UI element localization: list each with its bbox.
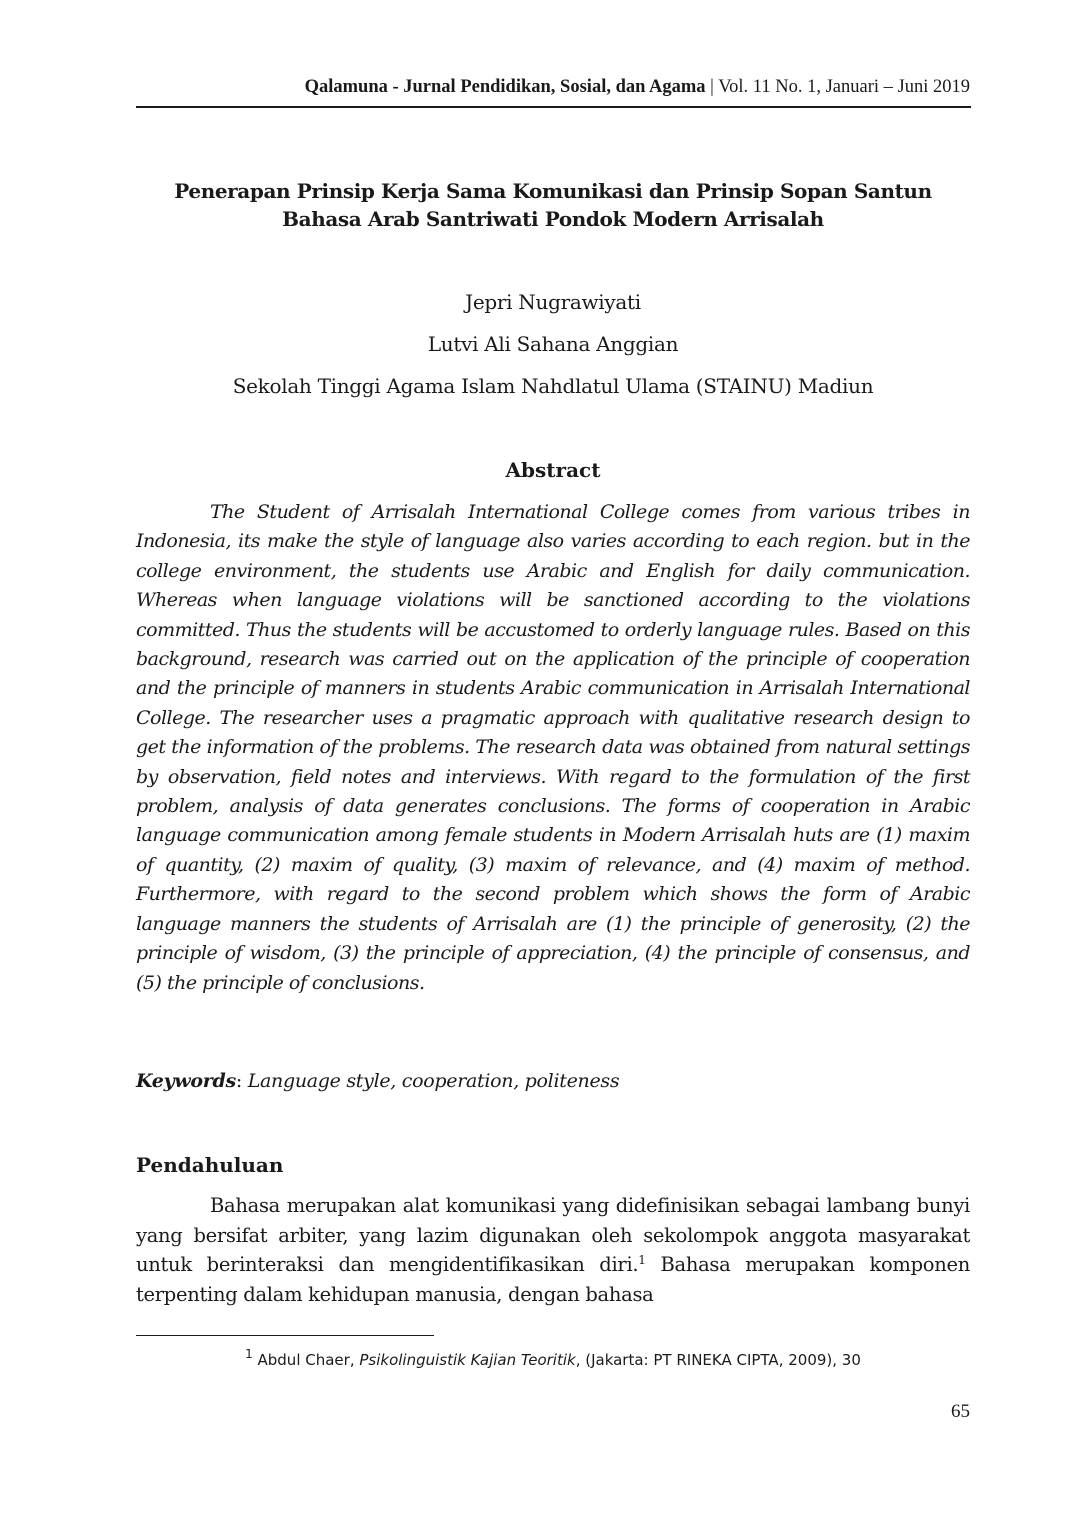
- abstract-heading: Abstract: [505, 458, 601, 482]
- keywords-values: Language style, cooperation, politeness: [247, 1070, 620, 1092]
- intro-text-part-2: Bahasa merupakan komponen terpenting dalam kehidupan manusia, dengan bahasa: [136, 1253, 970, 1306]
- section-heading-pendahuluan: Pendahuluan: [136, 1153, 284, 1177]
- keywords-separator: :: [235, 1070, 248, 1092]
- abstract-text: The Student of Arrisalah International College comes from various tribes in Indonesia, its make the style of language also varies according to each region. but in the college environment, the students use Arabic and English for daily communication. Whereas when language violations will be sanctioned according to the violations committed. Thus the students will be accustomed to orderly language rules. Based on this background, research was carried out on the application of the principle of cooperation and the principle of manners in students Arabic communication in Arrisalah International College. The researcher uses a pragmatic approach with qualitative research design to get the information of the problems. The research data was obtained from natural settings by observation, field notes and interviews. With regard to the formulation of the first problem, analysis of data generates conclusions. The forms of cooperation in Arabic language communication among female students in Modern Arrisalah huts are (1) maxim of quantity, (2) maxim of quality, (3) maxim of relevance, and (4) maxim of method. Furthermore, with regard to the second problem which shows the form of Arabic language manners the students of Arrisalah are (1) the principle of generosity, (2) the principle of wisdom, (3) the principle of appreciation, (4) the principle of consensus, and (5) the principle of conclusions.: [136, 501, 970, 994]
- author-1: Jepri Nugrawiyati: [465, 290, 641, 314]
- volume-info: Vol. 11 No. 1, Januari – Juni 2019: [718, 77, 970, 97]
- footnote-number: 1: [245, 1347, 253, 1361]
- intro-text-part-1: Bahasa merupakan alat komunikasi yang didefinisikan sebagai lambang bunyi yang bersifat arbiter, yang lazim digunakan oleh sekolompok anggota masyarakat untuk berinteraksi dan mengidentifikasikan diri.: [136, 1194, 970, 1276]
- title-line-2: Bahasa Arab Santriwati Pondok Modern Arrisalah: [282, 207, 824, 231]
- article-title: [136, 177, 970, 233]
- journal-name: Qalamuna - Jurnal Pendidikan, Sosial, dan Agama: [304, 77, 706, 97]
- footnote-reference[interactable]: 1: [638, 1253, 646, 1267]
- header-separator: |: [710, 77, 714, 97]
- running-header: [136, 75, 970, 99]
- footnote: [136, 1347, 970, 1370]
- introduction-text: [136, 1191, 970, 1309]
- footnote-book-title: Psikolinguistik Kajian Teoritik: [359, 1351, 576, 1369]
- footnote-rule: [136, 1335, 434, 1336]
- header-rule: [136, 106, 971, 108]
- page-number: 65: [951, 1401, 970, 1422]
- keywords-label: Keywords: [136, 1070, 236, 1092]
- affiliation: Sekolah Tinggi Agama Islam Nahdlatul Ulama (STAINU) Madiun: [232, 374, 874, 398]
- keywords: [136, 1067, 970, 1096]
- title-line-1: Penerapan Prinsip Kerja Sama Komunikasi dan Prinsip Sopan Santun: [174, 179, 932, 203]
- author-2: Lutvi Ali Sahana Anggian: [427, 332, 679, 356]
- footnote-details: , (Jakarta: PT RINEKA CIPTA, 2009), 30: [575, 1351, 861, 1369]
- footnote-author: Abdul Chaer,: [252, 1351, 360, 1369]
